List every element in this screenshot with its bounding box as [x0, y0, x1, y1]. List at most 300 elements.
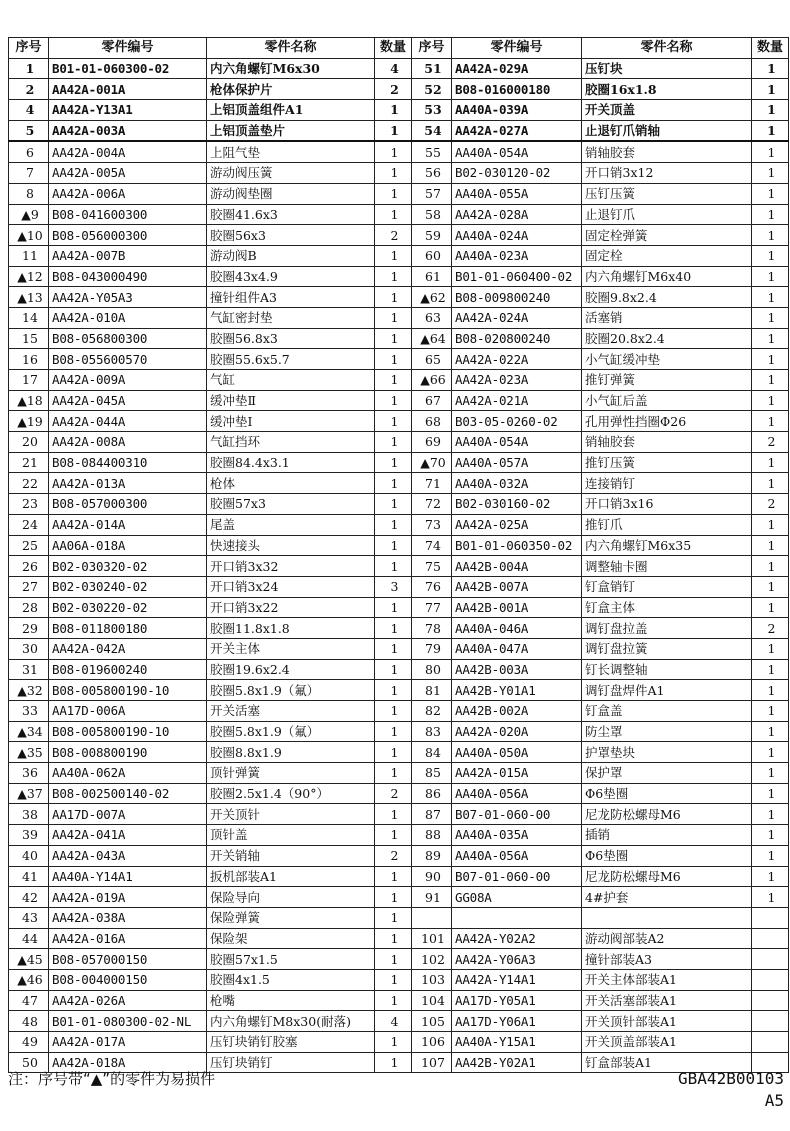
right-part-name-cell: 小气缸缓冲垫	[582, 349, 752, 370]
left-part-name-cell: 胶圈56x3	[207, 225, 375, 246]
table-row	[9, 969, 789, 990]
right-qty-cell: 1	[752, 141, 789, 162]
right-qty-cell: 2	[752, 618, 789, 639]
left-qty-cell: 1	[375, 494, 412, 515]
left-seq-cell: 33	[9, 701, 49, 722]
right-part-name-cell: 调钉盘拉盖	[582, 618, 752, 639]
left-seq-cell: 20	[9, 432, 49, 453]
left-seq-cell: 40	[9, 845, 49, 866]
right-part-number-cell: AA42A-023A	[452, 370, 582, 391]
right-seq-cell: 55	[412, 141, 452, 162]
left-seq-cell: 15	[9, 328, 49, 349]
table-row	[9, 328, 789, 349]
left-seq-cell: 31	[9, 659, 49, 680]
left-part-number-cell: AA42A-017A	[49, 1032, 207, 1053]
left-seq-cell: ▲37	[9, 783, 49, 804]
table-row	[9, 370, 789, 391]
right-seq-cell: ▲64	[412, 328, 452, 349]
table-row	[9, 618, 789, 639]
left-part-name-cell: 胶圈11.8x1.8	[207, 618, 375, 639]
table-row	[9, 100, 789, 121]
left-seq-cell: 2	[9, 79, 49, 100]
right-seq-cell: 54	[412, 120, 452, 141]
left-part-name-cell: 开口销3x24	[207, 576, 375, 597]
left-part-number-cell: AA42A-004A	[49, 141, 207, 162]
table-row	[9, 514, 789, 535]
right-part-name-cell: 钉盒主体	[582, 597, 752, 618]
left-part-number-cell: AA42A-005A	[49, 163, 207, 184]
right-qty-cell: 1	[752, 783, 789, 804]
left-seq-cell: 24	[9, 514, 49, 535]
right-seq-cell: 68	[412, 411, 452, 432]
right-seq-cell: 73	[412, 514, 452, 535]
left-part-number-cell: AA42A-Y05A3	[49, 287, 207, 308]
table-row	[9, 825, 789, 846]
left-qty-cell: 2	[375, 783, 412, 804]
left-part-number-cell: AA42A-013A	[49, 473, 207, 494]
right-part-number-cell: AA42A-Y14A1	[452, 969, 582, 990]
right-qty-cell: 1	[752, 452, 789, 473]
left-part-number-cell: B01-01-060300-02	[49, 58, 207, 79]
left-part-number-cell: AA42A-Y13A1	[49, 100, 207, 121]
right-part-number-cell: B08-020800240	[452, 328, 582, 349]
parts-table	[8, 37, 789, 1073]
left-part-number-cell: B08-011800180	[49, 618, 207, 639]
right-seq-cell: 59	[412, 225, 452, 246]
right-part-number-cell: AA40A-035A	[452, 825, 582, 846]
right-part-number-cell: AA42A-025A	[452, 514, 582, 535]
left-qty-cell: 1	[375, 100, 412, 121]
right-qty-cell: 1	[752, 370, 789, 391]
left-seq-cell: 36	[9, 763, 49, 784]
left-seq-cell: 6	[9, 141, 49, 162]
right-qty-cell: 1	[752, 100, 789, 121]
right-part-name-cell: 调钉盘焊件A1	[582, 680, 752, 701]
right-part-number-cell: B08-009800240	[452, 287, 582, 308]
left-part-name-cell: 扳机部装A1	[207, 866, 375, 887]
right-part-name-cell: 护罩垫块	[582, 742, 752, 763]
right-part-name-cell: 胶圈9.8x2.4	[582, 287, 752, 308]
right-seq-cell: 74	[412, 535, 452, 556]
left-qty-cell: 2	[375, 79, 412, 100]
table-row	[9, 638, 789, 659]
left-qty-cell: 1	[375, 349, 412, 370]
right-seq-cell: 61	[412, 266, 452, 287]
left-part-name-cell: 胶圈57x3	[207, 494, 375, 515]
left-qty-cell: 1	[375, 928, 412, 949]
right-qty-cell: 1	[752, 411, 789, 432]
right-qty-cell: 1	[752, 473, 789, 494]
right-qty-cell: 1	[752, 721, 789, 742]
left-part-number-cell: B08-057000150	[49, 949, 207, 970]
left-seq-cell: ▲19	[9, 411, 49, 432]
left-part-name-cell: 缓冲垫Ⅰ	[207, 411, 375, 432]
right-qty-cell: 1	[752, 58, 789, 79]
left-qty-cell: 1	[375, 763, 412, 784]
table-row	[9, 204, 789, 225]
left-part-name-cell: 内六角螺钉M6x30	[207, 58, 375, 79]
left-part-number-cell: AA42A-007B	[49, 245, 207, 266]
left-seq-cell: ▲18	[9, 390, 49, 411]
right-seq-cell: 52	[412, 79, 452, 100]
left-seq-cell: ▲13	[9, 287, 49, 308]
left-qty-cell: 1	[375, 907, 412, 928]
left-seq-cell: ▲12	[9, 266, 49, 287]
left-seq-cell: ▲45	[9, 949, 49, 970]
left-part-name-cell: 开关活塞	[207, 701, 375, 722]
right-part-name-cell	[582, 907, 752, 928]
left-part-number-cell: AA17D-007A	[49, 804, 207, 825]
right-seq-cell: 86	[412, 783, 452, 804]
right-part-number-cell: AA40A-039A	[452, 100, 582, 121]
right-part-number-cell: B03-05-0260-02	[452, 411, 582, 432]
left-part-number-cell: AA40A-062A	[49, 763, 207, 784]
right-seq-cell: 79	[412, 638, 452, 659]
left-seq-cell: 27	[9, 576, 49, 597]
right-part-number-cell: AA42B-002A	[452, 701, 582, 722]
left-seq-cell: 28	[9, 597, 49, 618]
right-part-name-cell: 开关顶盖部装A1	[582, 1032, 752, 1053]
right-qty-cell: 1	[752, 763, 789, 784]
header-partno-right: 零件编号	[452, 38, 582, 59]
left-qty-cell: 1	[375, 307, 412, 328]
right-part-number-cell: AA42A-021A	[452, 390, 582, 411]
right-part-number-cell: AA42A-020A	[452, 721, 582, 742]
left-qty-cell: 1	[375, 245, 412, 266]
right-part-name-cell: 尼龙防松螺母M6	[582, 804, 752, 825]
left-part-name-cell: 保险架	[207, 928, 375, 949]
left-qty-cell: 1	[375, 287, 412, 308]
right-qty-cell: 1	[752, 245, 789, 266]
right-seq-cell: ▲66	[412, 370, 452, 391]
left-qty-cell: 1	[375, 659, 412, 680]
right-part-name-cell: 止退钉爪销轴	[582, 120, 752, 141]
table-row	[9, 287, 789, 308]
right-part-name-cell: 游动阀部装A2	[582, 928, 752, 949]
table-row	[9, 597, 789, 618]
left-part-name-cell: 胶圈43x4.9	[207, 266, 375, 287]
right-part-number-cell: AA40A-Y15A1	[452, 1032, 582, 1053]
left-seq-cell: 17	[9, 370, 49, 391]
left-part-number-cell: AA42A-014A	[49, 514, 207, 535]
right-qty-cell: 2	[752, 494, 789, 515]
left-seq-cell: ▲9	[9, 204, 49, 225]
right-part-name-cell: 推钉弹簧	[582, 370, 752, 391]
left-part-name-cell: 气缸挡环	[207, 432, 375, 453]
right-seq-cell: 106	[412, 1032, 452, 1053]
left-part-name-cell: 压钉块销钉胶塞	[207, 1032, 375, 1053]
table-row	[9, 680, 789, 701]
left-part-number-cell: B08-056800300	[49, 328, 207, 349]
left-part-number-cell: AA17D-006A	[49, 701, 207, 722]
right-part-name-cell: 调钉盘拉簧	[582, 638, 752, 659]
right-qty-cell: 1	[752, 535, 789, 556]
table-row	[9, 907, 789, 928]
left-seq-cell: 29	[9, 618, 49, 639]
header-partname-right: 零件名称	[582, 38, 752, 59]
right-part-name-cell: 活塞销	[582, 307, 752, 328]
right-part-number-cell: AA42B-003A	[452, 659, 582, 680]
left-part-number-cell: AA42A-045A	[49, 390, 207, 411]
left-qty-cell: 1	[375, 825, 412, 846]
right-part-name-cell: 钉盒销钉	[582, 576, 752, 597]
left-part-name-cell: 胶圈55.6x5.7	[207, 349, 375, 370]
right-part-number-cell: AA40A-023A	[452, 245, 582, 266]
left-seq-cell: 49	[9, 1032, 49, 1053]
left-qty-cell: 1	[375, 266, 412, 287]
right-part-name-cell: 4#护套	[582, 887, 752, 908]
left-seq-cell: 25	[9, 535, 49, 556]
right-part-name-cell: 胶圈20.8x2.4	[582, 328, 752, 349]
left-part-name-cell: 开口销3x22	[207, 597, 375, 618]
right-seq-cell: 60	[412, 245, 452, 266]
left-part-name-cell: 气缸密封垫	[207, 307, 375, 328]
right-qty-cell: 1	[752, 742, 789, 763]
right-part-name-cell: 小气缸后盖	[582, 390, 752, 411]
right-seq-cell: 58	[412, 204, 452, 225]
left-seq-cell: ▲46	[9, 969, 49, 990]
right-part-number-cell: GG08A	[452, 887, 582, 908]
left-part-name-cell: 胶圈41.6x3	[207, 204, 375, 225]
left-part-name-cell: 压钉块销钉	[207, 1052, 375, 1073]
left-part-number-cell: AA42A-043A	[49, 845, 207, 866]
left-qty-cell: 1	[375, 1032, 412, 1053]
table-row	[9, 245, 789, 266]
table-row	[9, 928, 789, 949]
left-part-number-cell: AA06A-018A	[49, 535, 207, 556]
table-row	[9, 307, 789, 328]
left-qty-cell: 1	[375, 949, 412, 970]
left-part-name-cell: 撞针组件A3	[207, 287, 375, 308]
table-row	[9, 452, 789, 473]
left-seq-cell: 22	[9, 473, 49, 494]
left-part-number-cell: B02-030320-02	[49, 556, 207, 577]
left-part-name-cell: 开关主体	[207, 638, 375, 659]
right-part-name-cell: 钉盒部装A1	[582, 1052, 752, 1073]
left-qty-cell: 1	[375, 432, 412, 453]
right-qty-cell	[752, 990, 789, 1011]
left-qty-cell: 1	[375, 866, 412, 887]
left-part-number-cell: B01-01-080300-02-NL	[49, 1011, 207, 1032]
right-part-name-cell: 固定栓	[582, 245, 752, 266]
right-part-number-cell: AA42B-001A	[452, 597, 582, 618]
right-seq-cell: 87	[412, 804, 452, 825]
right-part-number-cell: B08-016000180	[452, 79, 582, 100]
left-part-name-cell: 上铝顶盖组件A1	[207, 100, 375, 121]
right-qty-cell: 1	[752, 163, 789, 184]
table-row	[9, 804, 789, 825]
right-part-name-cell: Φ6垫圈	[582, 783, 752, 804]
left-qty-cell: 1	[375, 473, 412, 494]
right-qty-cell	[752, 1011, 789, 1032]
right-part-name-cell: 插销	[582, 825, 752, 846]
right-qty-cell: 1	[752, 659, 789, 680]
left-seq-cell: 8	[9, 183, 49, 204]
right-part-number-cell: AA42A-029A	[452, 58, 582, 79]
left-seq-cell: 26	[9, 556, 49, 577]
right-seq-cell: 71	[412, 473, 452, 494]
right-part-name-cell: 压钉块	[582, 58, 752, 79]
right-part-name-cell: 调整轴卡圈	[582, 556, 752, 577]
right-part-number-cell: AA42A-027A	[452, 120, 582, 141]
right-seq-cell: 104	[412, 990, 452, 1011]
left-part-name-cell: 胶圈8.8x1.9	[207, 742, 375, 763]
left-qty-cell: 1	[375, 328, 412, 349]
right-seq-cell: 90	[412, 866, 452, 887]
left-seq-cell: 11	[9, 245, 49, 266]
left-seq-cell: 48	[9, 1011, 49, 1032]
left-part-name-cell: 上铝顶盖垫片	[207, 120, 375, 141]
right-qty-cell: 1	[752, 804, 789, 825]
right-seq-cell: 76	[412, 576, 452, 597]
left-qty-cell: 1	[375, 990, 412, 1011]
right-qty-cell: 1	[752, 225, 789, 246]
left-part-name-cell: 保险弹簧	[207, 907, 375, 928]
table-row	[9, 390, 789, 411]
left-part-name-cell: 内六角螺钉M8x30(耐落)	[207, 1011, 375, 1032]
right-part-number-cell: AA40A-047A	[452, 638, 582, 659]
table-row	[9, 721, 789, 742]
left-qty-cell: 1	[375, 204, 412, 225]
left-part-number-cell: B08-004000150	[49, 969, 207, 990]
right-part-name-cell: 开关顶针部装A1	[582, 1011, 752, 1032]
left-seq-cell: ▲32	[9, 680, 49, 701]
right-seq-cell: 103	[412, 969, 452, 990]
right-qty-cell: 1	[752, 349, 789, 370]
left-qty-cell: 1	[375, 618, 412, 639]
left-part-number-cell: AA42A-003A	[49, 120, 207, 141]
right-part-number-cell: AA40A-050A	[452, 742, 582, 763]
left-qty-cell: 1	[375, 742, 412, 763]
left-seq-cell: 16	[9, 349, 49, 370]
right-seq-cell: 65	[412, 349, 452, 370]
left-part-name-cell: 气缸	[207, 370, 375, 391]
left-part-name-cell: 胶圈57x1.5	[207, 949, 375, 970]
left-part-number-cell: AA42A-019A	[49, 887, 207, 908]
left-part-name-cell: 胶圈2.5x1.4（90°）	[207, 783, 375, 804]
table-row	[9, 535, 789, 556]
right-seq-cell: 91	[412, 887, 452, 908]
document-revision: A5	[764, 1091, 784, 1110]
left-seq-cell: 44	[9, 928, 49, 949]
left-qty-cell: 4	[375, 58, 412, 79]
left-part-name-cell: 枪体保护片	[207, 79, 375, 100]
right-part-number-cell: AA40A-054A	[452, 141, 582, 162]
left-part-number-cell: B08-057000300	[49, 494, 207, 515]
right-part-name-cell: 压钉压簧	[582, 183, 752, 204]
right-qty-cell: 1	[752, 638, 789, 659]
right-qty-cell	[752, 949, 789, 970]
right-part-name-cell: 销轴胶套	[582, 141, 752, 162]
right-part-name-cell: 钉盒盖	[582, 701, 752, 722]
right-qty-cell: 1	[752, 307, 789, 328]
right-part-name-cell: 胶圈16x1.8	[582, 79, 752, 100]
right-part-number-cell: B01-01-060350-02	[452, 535, 582, 556]
right-part-number-cell: AA42A-Y02A2	[452, 928, 582, 949]
left-qty-cell: 1	[375, 969, 412, 990]
right-part-name-cell: 开口销3x16	[582, 494, 752, 515]
left-seq-cell: 43	[9, 907, 49, 928]
right-seq-cell: 72	[412, 494, 452, 515]
right-seq-cell: 63	[412, 307, 452, 328]
left-part-number-cell: AA42A-016A	[49, 928, 207, 949]
left-qty-cell: 1	[375, 514, 412, 535]
left-part-name-cell: 胶圈19.6x2.4	[207, 659, 375, 680]
table-row	[9, 163, 789, 184]
table-row	[9, 349, 789, 370]
right-qty-cell	[752, 928, 789, 949]
left-part-name-cell: 顶针盖	[207, 825, 375, 846]
right-seq-cell: 89	[412, 845, 452, 866]
left-seq-cell: 50	[9, 1052, 49, 1073]
left-seq-cell: 7	[9, 163, 49, 184]
left-part-number-cell: AA42A-009A	[49, 370, 207, 391]
right-seq-cell: 67	[412, 390, 452, 411]
right-part-number-cell: AA40A-056A	[452, 783, 582, 804]
right-part-number-cell: AA42B-Y01A1	[452, 680, 582, 701]
right-qty-cell: 1	[752, 701, 789, 722]
right-part-name-cell: 开口销3x12	[582, 163, 752, 184]
left-qty-cell: 1	[375, 721, 412, 742]
left-qty-cell: 1	[375, 804, 412, 825]
right-part-number-cell: AA42B-Y02A1	[452, 1052, 582, 1073]
left-qty-cell: 1	[375, 120, 412, 141]
left-seq-cell: 47	[9, 990, 49, 1011]
right-part-name-cell: 尼龙防松螺母M6	[582, 866, 752, 887]
right-part-number-cell: B02-030160-02	[452, 494, 582, 515]
left-part-number-cell: AA42A-042A	[49, 638, 207, 659]
header-seq-right: 序号	[412, 38, 452, 59]
right-part-name-cell: 推钉压簧	[582, 452, 752, 473]
left-part-name-cell: 开关顶针	[207, 804, 375, 825]
left-qty-cell: 1	[375, 680, 412, 701]
table-row	[9, 949, 789, 970]
header-qty-right: 数量	[752, 38, 789, 59]
right-qty-cell: 1	[752, 266, 789, 287]
left-part-number-cell: AA42A-008A	[49, 432, 207, 453]
right-part-number-cell: AA42A-Y06A3	[452, 949, 582, 970]
right-part-number-cell: AA40A-024A	[452, 225, 582, 246]
right-seq-cell: 81	[412, 680, 452, 701]
left-part-name-cell: 游动阀B	[207, 245, 375, 266]
left-seq-cell: ▲35	[9, 742, 49, 763]
right-part-number-cell: AA40A-056A	[452, 845, 582, 866]
header-partname-left: 零件名称	[207, 38, 375, 59]
right-part-name-cell: 止退钉爪	[582, 204, 752, 225]
right-part-number-cell: AA17D-Y06A1	[452, 1011, 582, 1032]
right-part-number-cell: AA40A-057A	[452, 452, 582, 473]
right-seq-cell: 82	[412, 701, 452, 722]
table-row	[9, 473, 789, 494]
header-partno-left: 零件编号	[49, 38, 207, 59]
left-seq-cell: 1	[9, 58, 49, 79]
left-part-number-cell: B08-005800190-10	[49, 680, 207, 701]
left-part-name-cell: 胶圈5.8x1.9（氟）	[207, 680, 375, 701]
left-part-number-cell: B08-041600300	[49, 204, 207, 225]
left-part-number-cell: AA42A-010A	[49, 307, 207, 328]
left-part-number-cell: AA42A-041A	[49, 825, 207, 846]
left-part-number-cell: B08-055600570	[49, 349, 207, 370]
left-qty-cell: 1	[375, 1052, 412, 1073]
right-seq-cell: 107	[412, 1052, 452, 1073]
parts-list-sheet	[8, 37, 788, 1073]
table-row	[9, 411, 789, 432]
right-seq-cell: 53	[412, 100, 452, 121]
table-row	[9, 141, 789, 162]
right-part-number-cell: AA42B-004A	[452, 556, 582, 577]
table-row	[9, 432, 789, 453]
left-part-number-cell: B08-043000490	[49, 266, 207, 287]
